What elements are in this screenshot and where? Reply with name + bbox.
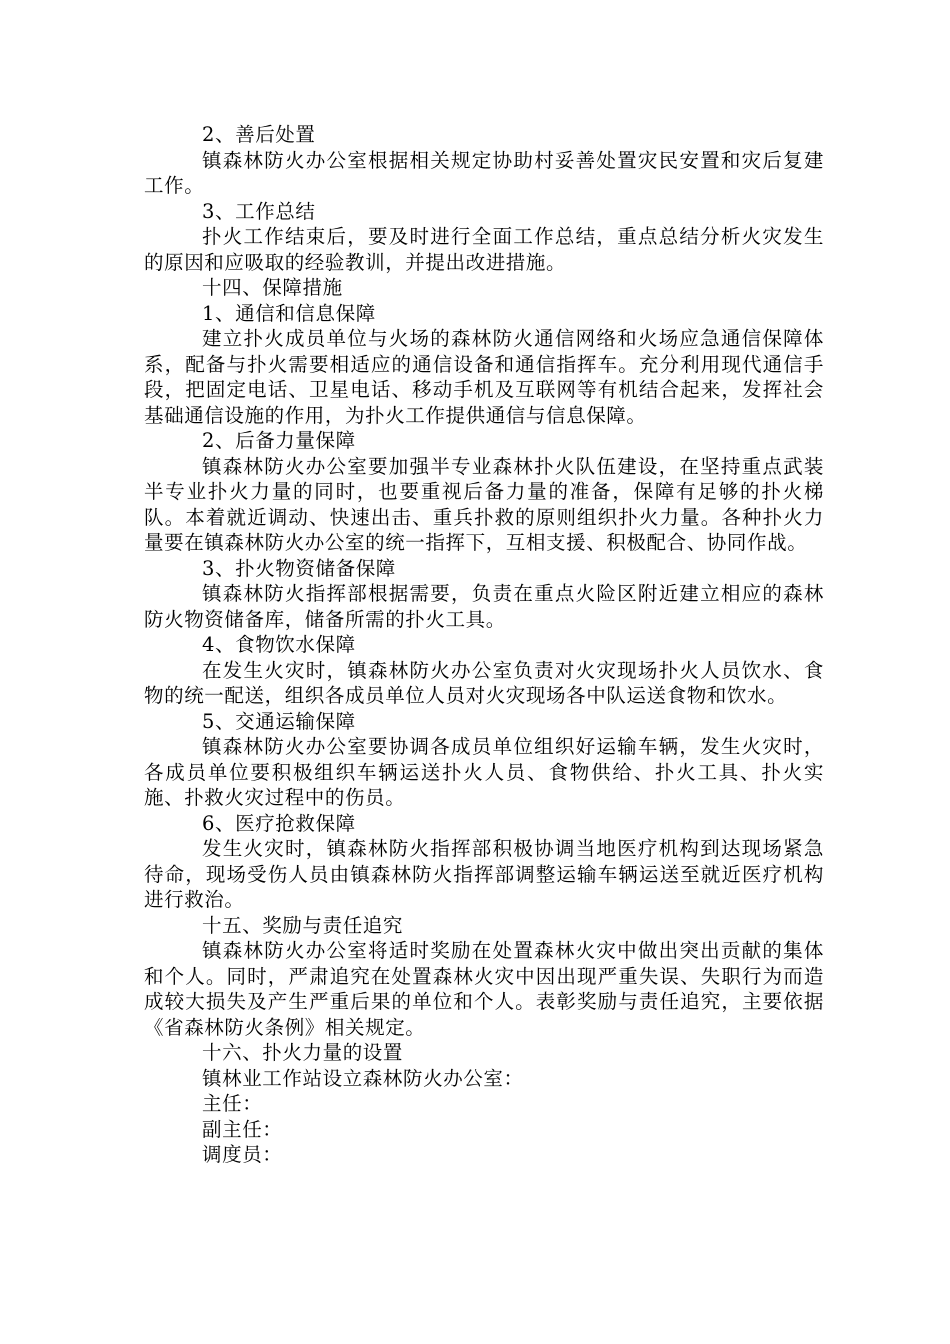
heading-transport: 5、交通运输保障 bbox=[202, 709, 356, 733]
heading-medical: 6、医疗抢救保障 bbox=[202, 811, 356, 835]
field-dispatcher: 调度员： bbox=[202, 1143, 283, 1166]
paragraph-rewards: 镇森林防火办公室将适时奖励在处置森林火灾中做出突出贡献的集体和个人。同时，严肃追究在处置森林火灾中因出现严重失误、失职行为而造成较大损失及产生严重后果的单位和个人。表彰奖励与责任追究，主要依据《省森林防火条例》相关规定。 bbox=[144, 939, 824, 1039]
paragraph-communication: 建立扑火成员单位与火场的森林防火通信网络和火场应急通信保障体系，配备与扑火需要相适应的通信设备和通信指挥车。充分利用现代通信手段，把固定电话、卫星电话、移动手机及互联网等有机结合起来，发挥社会基础通信设施的作用，为扑火工作提供通信与信息保障。 bbox=[144, 327, 824, 427]
paragraph-aftermath: 镇森林防火办公室根据相关规定协助村妥善处置灾民安置和灾后复建工作。 bbox=[144, 148, 824, 197]
heading-material-reserve: 3、扑火物资储备保障 bbox=[202, 556, 396, 580]
field-deputy-director: 副主任： bbox=[202, 1117, 283, 1141]
document-body bbox=[144, 122, 824, 1168]
heading-aftermath: 2、善后处置 bbox=[202, 123, 316, 146]
heading-communication: 1、通信和信息保障 bbox=[202, 301, 376, 325]
paragraph-work-summary: 扑火工作结束后，要及时进行全面工作总结，重点总结分析火灾发生的原因和应吸取的经验教训，并提出改进措施。 bbox=[144, 225, 824, 274]
paragraph-material-reserve: 镇森林防火指挥部根据需要，负责在重点火险区附近建立相应的森林防火物资储备库，储备所需的扑火工具。 bbox=[144, 582, 824, 631]
heading-food-water: 4、食物饮水保障 bbox=[202, 633, 356, 656]
paragraph-force-setup: 镇林业工作站设立森林防火办公室： bbox=[202, 1066, 524, 1090]
heading-reserve-force: 2、后备力量保障 bbox=[202, 429, 356, 452]
paragraph-food-water: 在发生火灾时，镇森林防火办公室负责对火灾现场扑火人员饮水、食物的统一配送，组织各成员单位人员对火灾现场各中队运送食物和饮水。 bbox=[144, 658, 824, 707]
section-heading-force-setup: 十六、扑火力量的设置 bbox=[202, 1041, 404, 1064]
paragraph-reserve-force: 镇森林防火办公室要加强半专业森林扑火队伍建设，在坚持重点武装半专业扑火力量的同时，也要重视后备力量的准备，保障有足够的扑火梯队。本着就近调动、快速出击、重兵扑救的原则组织扑火力量。各种扑火力量要在镇森林防火办公室的统一指挥下，互相支援、积极配合、协同作战。 bbox=[144, 454, 824, 554]
field-director: 主任： bbox=[202, 1092, 263, 1115]
heading-work-summary: 3、工作总结 bbox=[202, 199, 316, 223]
paragraph-medical: 发生火灾时，镇森林防火指挥部积极协调当地医疗机构到达现场紧急待命，现场受伤人员由镇森林防火指挥部调整运输车辆运送至就近医疗机构进行救治。 bbox=[144, 837, 824, 911]
section-heading-safeguards: 十四、保障措施 bbox=[202, 276, 343, 299]
paragraph-transport: 镇森林防火办公室要协调各成员单位组织好运输车辆，发生火灾时，各成员单位要积极组织车辆运送扑火人员、食物供给、扑火工具、扑火实施、扑救火灾过程中的伤员。 bbox=[144, 735, 824, 809]
section-heading-rewards: 十五、奖励与责任追究 bbox=[202, 913, 404, 937]
